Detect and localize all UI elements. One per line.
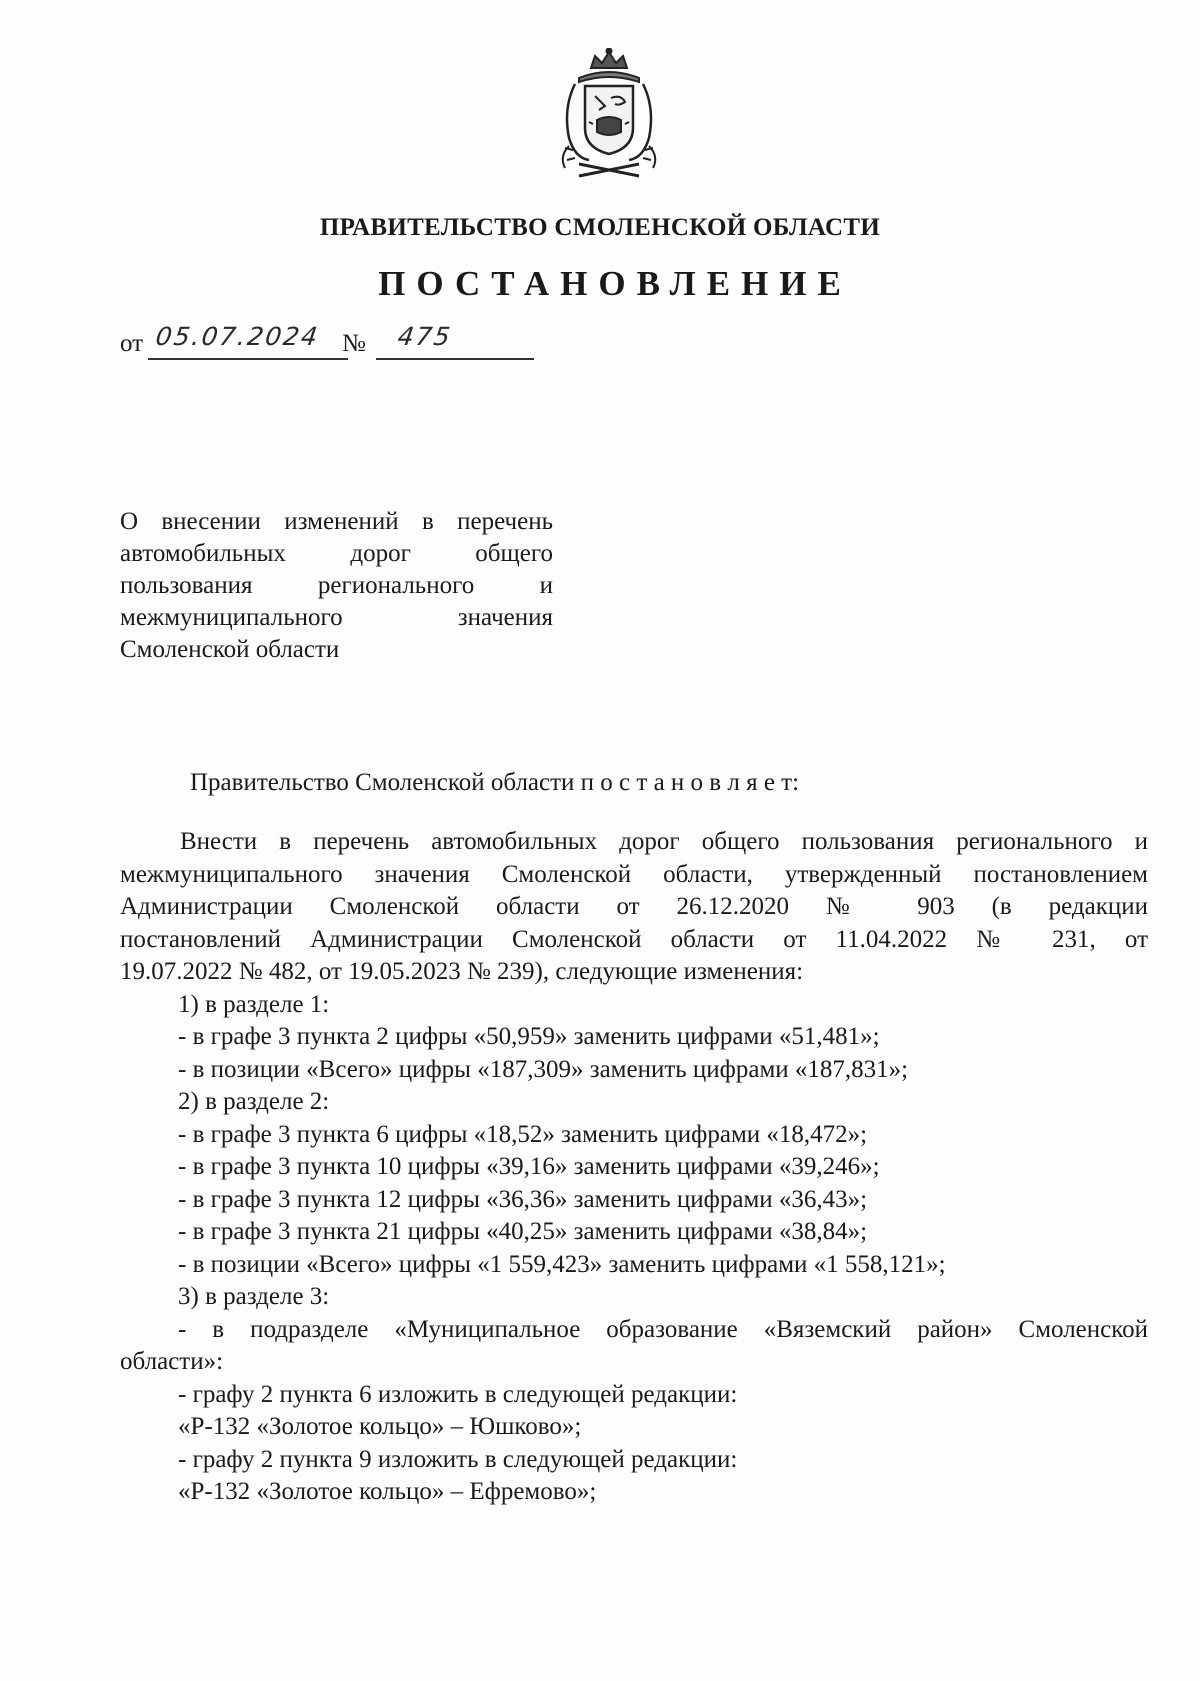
list-item: - графу 2 пункта 9 изложить в следующей редакции:: [178, 1445, 738, 1473]
section-title: 2) в разделе 2:: [178, 1088, 330, 1115]
body-line: Внести в перечень автомобильных дорог общего пользования регионального и: [180, 828, 1148, 855]
list-item: области»:: [120, 1348, 224, 1375]
subject-line: О внесении изменений в перечень: [120, 508, 553, 535]
document-subject: [120, 506, 553, 666]
subject-line: Смоленской области: [120, 636, 340, 663]
document-body: [120, 826, 1148, 1509]
date-underline: [148, 358, 348, 360]
subject-line: автомобильных дорог общего: [120, 540, 553, 567]
number-underline: [376, 358, 534, 360]
list-item: - в позиции «Всего» цифры «187,309» заменить цифрами «187,831»;: [178, 1055, 909, 1083]
section-title: 3) в разделе 3:: [178, 1283, 330, 1310]
body-line: постановлений Администрации Смоленской области от 11.04.2022 № 231, от: [120, 925, 1148, 953]
subject-line: пользования регионального и: [120, 572, 553, 599]
list-item: «Р-132 «Золотое кольцо» – Ефремово»;: [178, 1478, 597, 1505]
handwritten-date: 05.07.2024: [153, 322, 322, 351]
document-type-title: ПОСТАНОВЛЕНИЕ: [378, 264, 852, 303]
list-item: - в графе 3 пункта 12 цифры «36,36» заменить цифрами «36,43»;: [178, 1185, 868, 1213]
list-item: - в подразделе «Муниципальное образование «Вяземский район» Смоленской: [178, 1315, 1148, 1343]
section-title: 1) в разделе 1:: [178, 990, 330, 1018]
body-line: Администрации Смоленской области от 26.12.2020 № 903 (в редакции: [120, 893, 1148, 920]
smolensk-coat-of-arms-emblem: [555, 48, 663, 180]
list-item: - в графе 3 пункта 2 цифры «50,959» заменить цифрами «51,481»;: [178, 1023, 880, 1050]
date-and-number-line: [120, 322, 540, 362]
list-item: - в позиции «Всего» цифры «1 559,423» заменить цифрами «1 558,121»;: [178, 1250, 946, 1278]
subject-line: межмуниципального значения: [120, 604, 553, 631]
body-line: 19.07.2022 № 482, от 19.05.2023 № 239), следующие изменения:: [120, 958, 804, 985]
body-line: межмуниципального значения Смоленской области, утвержденный постановлением: [120, 860, 1148, 888]
list-item: - графу 2 пункта 6 изложить в следующей редакции:: [178, 1380, 738, 1408]
number-prefix: №: [342, 330, 366, 357]
list-item: - в графе 3 пункта 6 цифры «18,52» заменить цифрами «18,472»;: [178, 1120, 868, 1148]
resolution-clause: Правительство Смоленской области п о с т а н о в л я е т:: [190, 769, 800, 796]
handwritten-number: 475: [395, 322, 454, 351]
list-item: - в графе 3 пункта 21 цифры «40,25» заменить цифрами «38,84»;: [178, 1218, 868, 1245]
date-prefix: от: [120, 330, 144, 357]
list-item: - в графе 3 пункта 10 цифры «39,16» заменить цифрами «39,246»;: [178, 1153, 880, 1180]
list-item: «Р-132 «Золотое кольцо» – Юшково»;: [178, 1413, 582, 1440]
issuing-authority: ПРАВИТЕЛЬСТВО СМОЛЕНСКОЙ ОБЛАСТИ: [319, 214, 881, 241]
